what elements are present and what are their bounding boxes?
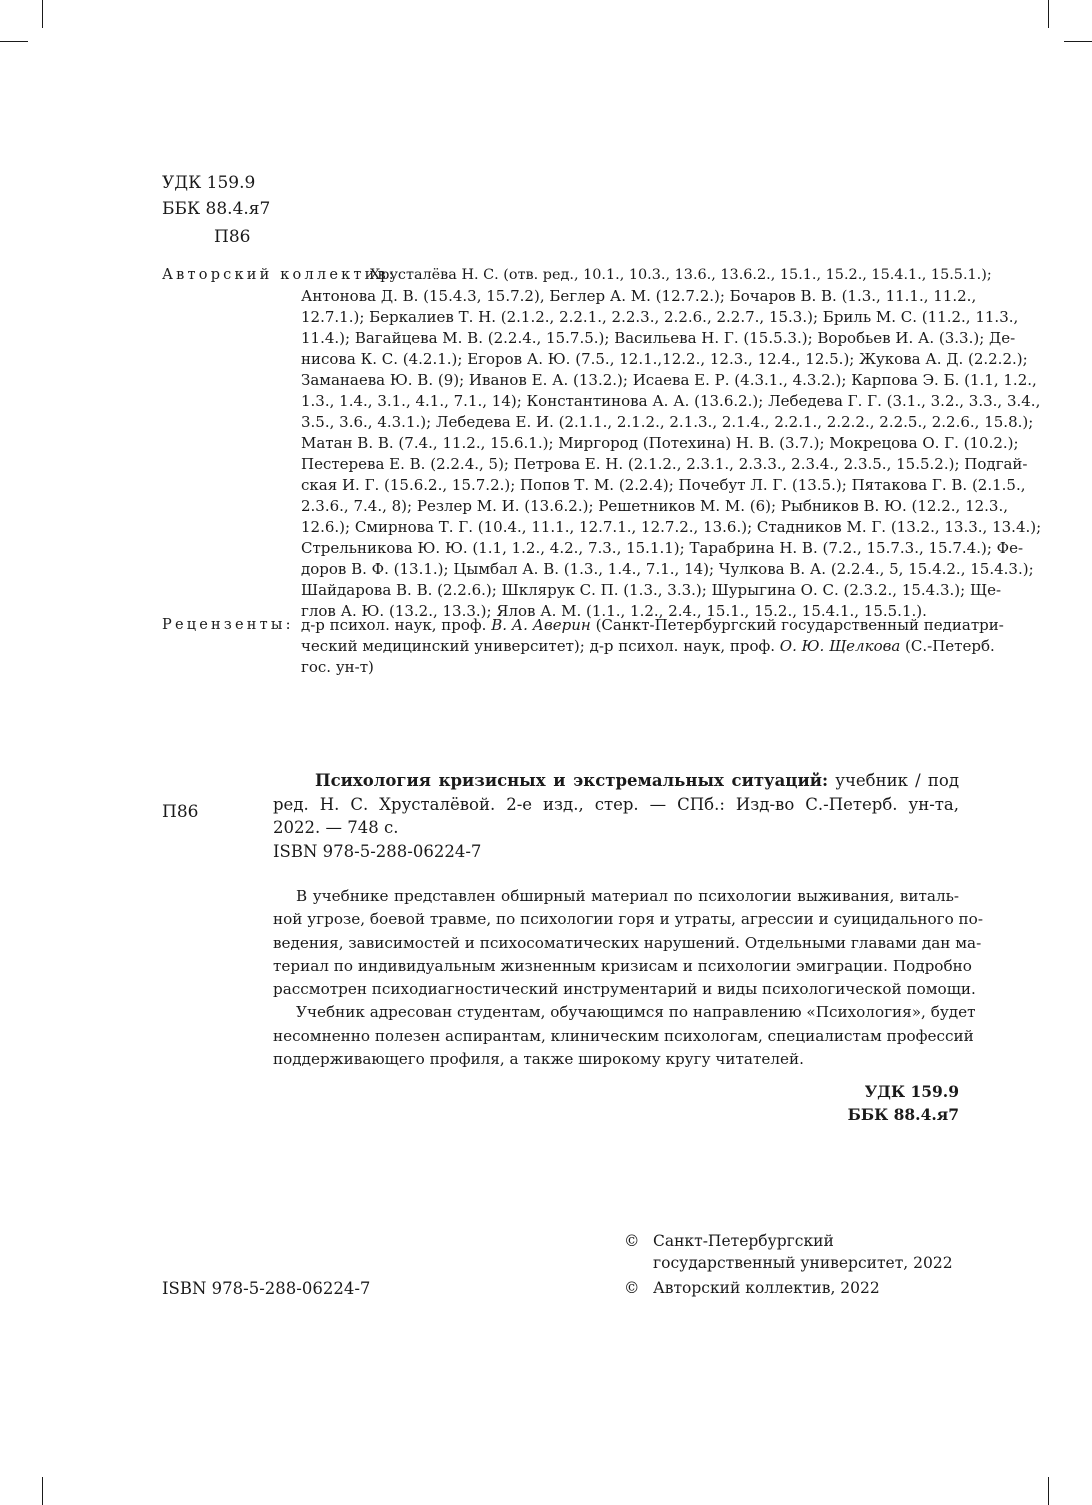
footer-udk: УДК 159.9 (864, 1082, 959, 1101)
udk-code: УДК 159.9 (162, 173, 256, 193)
copyright-authors: Авторский коллектив, 2022 (653, 1279, 880, 1297)
footer-bbk: ББК 88.4.я7 (847, 1105, 959, 1124)
authors-first-line: Хрусталёва Н. С. (отв. ред., 10.1., 10.3., 13.6., 13.6.2., 15.1., 15.2., 15.4.1., 15.5.1.); (370, 267, 992, 283)
reviewer-name: В. А. Аверин (491, 616, 591, 634)
crop-mark-top-left-vertical (42, 0, 43, 28)
authors-line: Пестерева Е. В. (2.2.4., 5); Петрова Е. Н. (2.1.2., 2.3.1., 2.3.3., 2.3.4., 2.3.5., 15.5.2.); Подгай- (301, 455, 1028, 473)
copyright-symbol: © (624, 1232, 640, 1250)
authors-line: Заманаева Ю. В. (9); Иванов Е. А. (13.2.); Исаева Е. Р. (4.3.1., 4.3.2.); Карпова Э. Б. (1.1, 1.2., (301, 371, 1037, 389)
authors-line: Стрельникова Ю. Ю. (1.1, 1.2., 4.2., 7.3., 15.1.1); Тарабрина Н. В. (7.2., 15.7.3., 15.7.4.); Фе- (301, 539, 1024, 557)
copyright-spbu: Санкт-Петербургский государственный университет, 2022 (653, 1232, 953, 1272)
authors-line: 2.3.6., 7.4., 8); Резлер М. И. (13.6.2.); Решетников М. М. (6); Рыбников В. Ю. (12.2., 12.3., (301, 497, 1009, 515)
book-title: Психология кризисных и экстремальных ситуаций: (315, 771, 829, 790)
authors-list (301, 286, 1042, 622)
authors-line: 11.4.); Вагайцева М. В. (2.2.4., 15.7.5.); Васильева Н. Г. (15.5.3.); Воробьев И. А. (3.3.); Де- (301, 329, 1016, 347)
authors-line: 3.5., 3.6., 4.3.1.); Лебедева Е. И. (2.1.1., 2.1.2., 2.1.3., 2.1.4., 2.2.1., 2.2.2., 2.2.5., 2.2.6., 15.8.); (301, 413, 1034, 431)
authors-line: Антонова Д. В. (15.4.3, 15.7.2), Беглер А. М. (12.7.2.); Бочаров В. В. (1.3., 11.1., 11.2., (301, 287, 977, 305)
authors-line: доров В. Ф. (13.1.); Цымбал А. В. (1.3., 1.4., 7.1., 14); Чулкова В. А. (2.2.4., 5, 15.4.2., 15.4.3.); (301, 560, 1034, 578)
isbn-bottom: ISBN 978-5-288-06224-7 (162, 1279, 371, 1298)
authors-line: ская И. Г. (15.6.2., 15.7.2.); Попов Т. М. (2.2.4); Почебут Л. Г. (13.5.); Пятакова Г. В. (2.1.5., (301, 476, 1026, 494)
authors-line: 12.6.); Смирнова Т. Г. (10.4., 11.1., 12.7.1., 12.7.2., 13.6.); Стадников М. Г. (13.2., 13.3., 13.4.); (301, 518, 1042, 536)
reviewers-label: Рецензенты: (162, 617, 294, 633)
authors-line: Шайдарова В. В. (2.2.6.); Шклярук С. П. (1.3., 3.3.); Шурыгина О. С. (2.3.2., 15.4.3.); Ще- (301, 581, 1002, 599)
authors-line: нисова К. С. (4.2.1.); Егоров А. Ю. (7.5., 12.1.,12.2., 12.3., 12.4., 12.5.); Жукова А. Д. (2.2.2.); (301, 350, 1028, 368)
crop-mark-bottom-right-vertical (1048, 1477, 1049, 1505)
crop-mark-top-right-horizontal (1064, 41, 1092, 42)
author-mark-code: П86 (214, 227, 251, 247)
reviewer-name: О. Ю. Щелкова (779, 637, 901, 655)
crop-mark-top-right-vertical (1048, 0, 1049, 28)
authors-line: Матан В. В. (7.4., 11.2., 15.6.1.); Миргород (Потехина) Н. В. (3.7.); Мокрецова О. Г. (10.2.); (301, 434, 1019, 452)
authors-label: Авторский коллектив: (162, 267, 397, 283)
bibliographic-record: Психология кризисных и экстремальных ситуаций: учебник / под ред. Н. С. Хрусталёвой. 2-е изд., стер. — СПб.: Изд-во С.-Петерб. ун-та, 2022. — 748 с. ISBN 978-5-288-06224-7 (273, 769, 959, 863)
biblio-isbn: ISBN 978-5-288-06224-7 (273, 841, 482, 861)
annotation: В учебнике представлен обширный материал по психологии выживания, виталь- ной угрозе, боевой травме, по психологии горя и утраты, агрессии и суицидального по- ведения, зависимостей и психосоматических нарушений. Отдельными главами дан ма- териал по индивидуальным жизненным кризисам и психологии эмиграции. Подробно рассмотрен психодиагностический инструментарий и виды психологической помощи. Учебник адресован студентам, обучающимся по направлению «Психология», будет несомненно полезен аспирантам, клиническим психологам, специалистам профессий поддерживающего профиля, а также широкому кругу читателей. (273, 887, 983, 1069)
authors-line: 12.7.1.); Беркалиев Т. Н. (2.1.2., 2.2.1., 2.2.3., 2.2.6., 2.2.7., 15.3.); Бриль М. С. (11.2., 11.3., (301, 308, 1019, 326)
crop-mark-top-left-horizontal (0, 41, 28, 42)
authors-line: 1.3., 1.4., 3.1., 4.1., 7.1., 14); Константинова А. А. (13.6.2.); Лебедева Г. Г. (3.1., 3.2., 3.3., 3.4., (301, 392, 1041, 410)
authors-line: глов А. Ю. (13.2., 13.3.); Ялов А. М. (1.1., 1.2., 2.4., 15.1., 15.2., 15.4.1., 15.5.1.). (301, 602, 927, 620)
crop-mark-bottom-left-vertical (42, 1477, 43, 1505)
biblio-code: П86 (162, 802, 199, 822)
reviewers-text: д-р психол. наук, проф. В. А. Аверин (Санкт-Петербургский государственный педиатри- ческий медицинский университет); д-р психол. наук, проф. О. Ю. Щелкова (С.-Петерб. гос. ун-т) (301, 616, 1004, 676)
bbk-code: ББК 88.4.я7 (162, 199, 271, 219)
copyright-symbol: © (624, 1279, 640, 1297)
